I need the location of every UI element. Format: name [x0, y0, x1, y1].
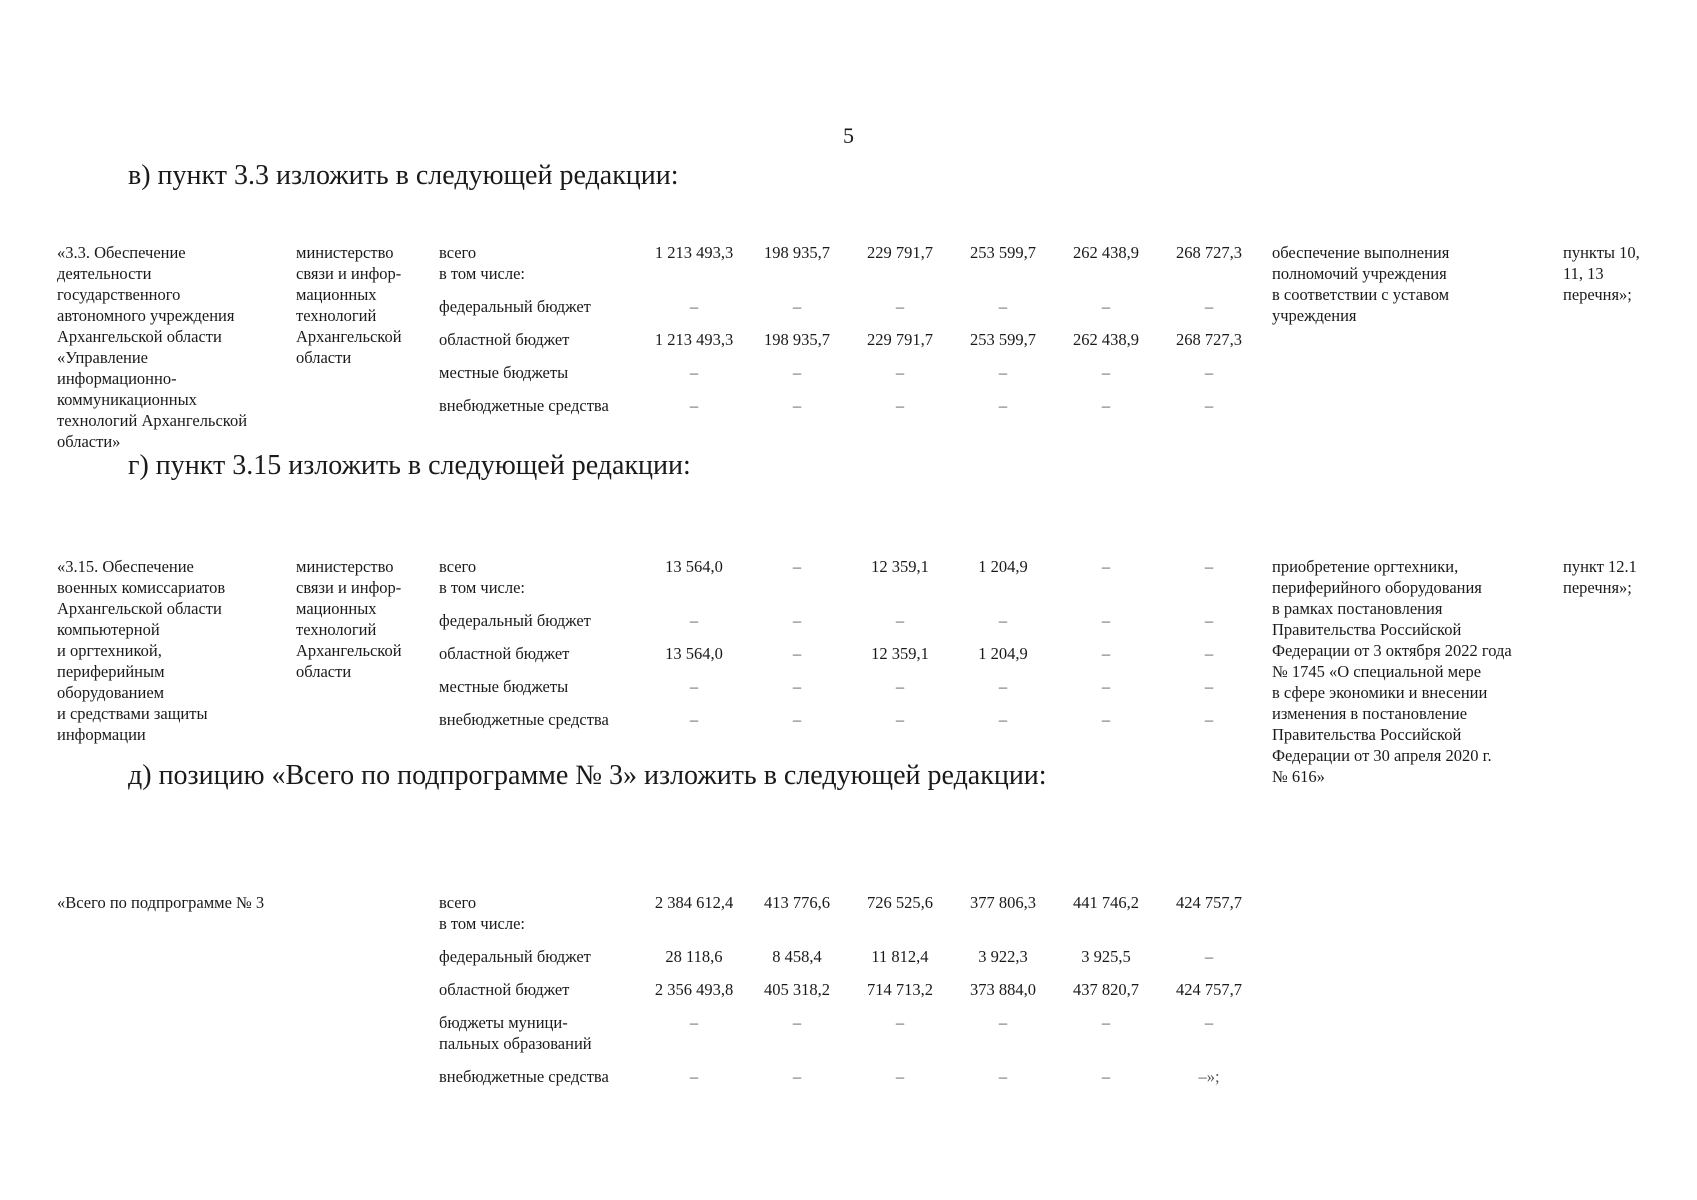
funding-value: 1 204,9	[978, 557, 1028, 576]
funding-value: 198 935,7	[764, 330, 830, 349]
funding-value: –	[1204, 557, 1214, 576]
activity-name-line: информации	[57, 725, 146, 744]
funding-value: –	[895, 710, 905, 729]
funding-value: –	[1101, 363, 1111, 382]
funding-value: 424 757,7	[1176, 893, 1242, 912]
funding-value: –	[895, 1013, 905, 1032]
funding-value: –	[689, 396, 699, 415]
funding-value: –	[895, 297, 905, 316]
funding-source: федеральный бюджет	[439, 297, 591, 316]
funding-value: –	[792, 557, 802, 576]
funding-value: 437 820,7	[1073, 980, 1139, 999]
funding-source: внебюджетные средства	[439, 396, 609, 415]
expected-result-line: обеспечение выполнения	[1272, 243, 1450, 262]
expected-result-line: Федерации от 3 октября 2022 года	[1272, 641, 1512, 660]
funding-value: –	[1204, 710, 1214, 729]
funding-source: всего	[439, 893, 477, 912]
expected-result-line: Правительства Российской	[1272, 620, 1462, 639]
funding-value: 1 213 493,3	[654, 243, 734, 262]
heading-item-3-15: г) пункт 3.15 изложить в следующей редакции:	[128, 450, 691, 481]
funding-value: 413 776,6	[764, 893, 830, 912]
executor-line: области	[296, 662, 352, 681]
funding-value: –	[689, 1013, 699, 1032]
funding-value: –	[1101, 1013, 1111, 1032]
funding-value: 229 791,7	[867, 330, 933, 349]
executor-line: мационных	[296, 285, 377, 304]
activity-name: «Всего по подпрограмме № 3	[57, 893, 265, 912]
executor-line: министерство	[296, 243, 394, 262]
funding-value: –	[895, 396, 905, 415]
funding-value: –	[998, 1067, 1008, 1086]
expected-result-line: в рамках постановления	[1272, 599, 1443, 618]
funding-value: 13 564,0	[665, 557, 723, 576]
funding-value: 262 438,9	[1073, 243, 1139, 262]
funding-value: –	[1101, 396, 1111, 415]
funding-value: –	[895, 611, 905, 630]
activity-name-line: области»	[57, 432, 121, 451]
funding-source: местные бюджеты	[439, 363, 569, 382]
reference-line: пункты 10,	[1563, 243, 1640, 262]
executor-line: области	[296, 348, 352, 367]
activity-name-line: «Управление	[57, 348, 148, 367]
funding-value: 28 118,6	[665, 947, 723, 966]
funding-value: –	[998, 1013, 1008, 1032]
funding-value: 13 564,0	[665, 644, 723, 663]
funding-value: –	[792, 644, 802, 663]
expected-result-line: Федерации от 30 апреля 2020 г.	[1272, 746, 1492, 765]
funding-value: –	[689, 611, 699, 630]
funding-value: –	[1204, 644, 1214, 663]
executor-line: министерство	[296, 557, 394, 576]
executor-line: технологий	[296, 620, 377, 639]
reference-line: перечня»;	[1563, 285, 1632, 304]
funding-value: 12 359,1	[871, 557, 929, 576]
funding-value: –	[689, 677, 699, 696]
page-number: 5	[843, 123, 854, 148]
funding-value: 8 458,4	[772, 947, 822, 966]
reference-line: перечня»;	[1563, 578, 1632, 597]
funding-value: 3 922,3	[978, 947, 1028, 966]
funding-value: –	[1101, 557, 1111, 576]
funding-source: областной бюджет	[439, 330, 570, 349]
executor-line: Архангельской	[296, 641, 402, 660]
funding-value: –	[895, 363, 905, 382]
funding-value: 1 204,9	[978, 644, 1028, 663]
funding-value: –	[1101, 1067, 1111, 1086]
funding-value: 424 757,7	[1176, 980, 1242, 999]
funding-value: –	[1204, 1013, 1214, 1032]
expected-result-line: в соответствии с уставом	[1272, 285, 1450, 304]
funding-value: –	[1101, 611, 1111, 630]
funding-value: 441 746,2	[1073, 893, 1139, 912]
funding-value: –	[792, 677, 802, 696]
activity-name-line: государственного	[57, 285, 181, 304]
activity-name-line: «3.15. Обеспечение	[57, 557, 194, 576]
activity-name-line: информационно-	[57, 369, 177, 388]
heading-item-3-3: в) пункт 3.3 изложить в следующей редакции:	[128, 160, 679, 191]
expected-result-line: периферийного оборудования	[1272, 578, 1482, 597]
funding-value: 262 438,9	[1073, 330, 1139, 349]
funding-value: –	[895, 1067, 905, 1086]
funding-value: –	[792, 363, 802, 382]
activity-name-line: технологий Архангельской	[57, 411, 248, 430]
activity-name-line: Архангельской области	[57, 599, 222, 618]
activity-name-line: компьютерной	[57, 620, 160, 639]
funding-value: –	[998, 611, 1008, 630]
funding-value: –	[998, 396, 1008, 415]
funding-value: 229 791,7	[867, 243, 933, 262]
funding-value: 2 384 612,4	[654, 893, 734, 912]
funding-value: –	[998, 677, 1008, 696]
activity-name-line: периферийным	[57, 662, 165, 681]
activity-name-line: оборудованием	[57, 683, 165, 702]
funding-value: 714 713,2	[867, 980, 933, 999]
funding-value: –	[792, 1013, 802, 1032]
funding-value: 11 812,4	[871, 947, 929, 966]
funding-source: в том числе:	[439, 914, 526, 933]
funding-source: всего	[439, 243, 477, 262]
funding-value: –	[689, 710, 699, 729]
funding-value: –	[1204, 677, 1214, 696]
funding-value: –	[689, 297, 699, 316]
executor-line: связи и инфор-	[296, 578, 402, 597]
activity-name-line: военных комиссариатов	[57, 578, 226, 597]
funding-value: –	[689, 1067, 699, 1086]
funding-value: 1 213 493,3	[654, 330, 734, 349]
funding-value: 253 599,7	[970, 243, 1036, 262]
funding-value: –	[1204, 947, 1214, 966]
expected-result-line: № 616»	[1272, 767, 1325, 786]
funding-value: –	[792, 611, 802, 630]
funding-value: 373 884,0	[970, 980, 1036, 999]
funding-value: –	[792, 396, 802, 415]
executor-line: Архангельской	[296, 327, 402, 346]
funding-source: внебюджетные средства	[439, 710, 609, 729]
activity-name-line: коммуникационных	[57, 390, 197, 409]
activity-name-line: автономного учреждения	[57, 306, 235, 325]
funding-value: 268 727,3	[1176, 330, 1242, 349]
funding-value: –	[998, 710, 1008, 729]
funding-value: 726 525,6	[867, 893, 933, 912]
funding-value: 3 925,5	[1081, 947, 1131, 966]
funding-value: –»;	[1198, 1067, 1220, 1086]
expected-result-line: приобретение оргтехники,	[1272, 557, 1459, 576]
funding-value: –	[1101, 644, 1111, 663]
funding-value: –	[792, 297, 802, 316]
funding-value: 12 359,1	[871, 644, 929, 663]
expected-result-line: учреждения	[1272, 306, 1357, 325]
activity-name-line: деятельности	[57, 264, 152, 283]
reference-line: 11, 13	[1563, 264, 1604, 283]
funding-source: областной бюджет	[439, 644, 570, 663]
activity-name-line: Архангельской области	[57, 327, 222, 346]
funding-value: –	[1204, 611, 1214, 630]
funding-source: областной бюджет	[439, 980, 570, 999]
reference-line: пункт 12.1	[1563, 557, 1637, 576]
funding-source: федеральный бюджет	[439, 947, 591, 966]
expected-result-line: Правительства Российской	[1272, 725, 1462, 744]
funding-value: –	[1101, 297, 1111, 316]
funding-value: 268 727,3	[1176, 243, 1242, 262]
funding-source: пальных образований	[439, 1034, 592, 1053]
heading-total-subprogram-3: д) позицию «Всего по подпрограмме № 3» изложить в следующей редакции:	[128, 760, 1047, 791]
expected-result-line: в сфере экономики и внесении	[1272, 683, 1488, 702]
executor-line: технологий	[296, 306, 377, 325]
funding-source: в том числе:	[439, 578, 526, 597]
funding-value: –	[1101, 710, 1111, 729]
funding-value: –	[895, 677, 905, 696]
funding-value: –	[998, 297, 1008, 316]
expected-result-line: изменения в постановление	[1272, 704, 1468, 723]
funding-value: 198 935,7	[764, 243, 830, 262]
funding-value: 2 356 493,8	[654, 980, 734, 999]
expected-result-line: полномочий учреждения	[1272, 264, 1447, 283]
activity-name-line: «3.3. Обеспечение	[57, 243, 186, 262]
activity-name-line: и оргтехникой,	[57, 641, 162, 660]
funding-value: –	[1204, 297, 1214, 316]
funding-value: –	[689, 363, 699, 382]
funding-value: –	[1101, 677, 1111, 696]
funding-source: в том числе:	[439, 264, 526, 283]
funding-source: бюджеты муници-	[439, 1013, 568, 1032]
funding-source: внебюджетные средства	[439, 1067, 609, 1086]
funding-value: 253 599,7	[970, 330, 1036, 349]
activity-name-line: и средствами защиты	[57, 704, 208, 723]
executor-line: мационных	[296, 599, 377, 618]
expected-result-line: № 1745 «О специальной мере	[1272, 662, 1482, 681]
executor-line: связи и инфор-	[296, 264, 402, 283]
funding-value: –	[998, 363, 1008, 382]
funding-value: –	[1204, 363, 1214, 382]
funding-source: федеральный бюджет	[439, 611, 591, 630]
funding-source: всего	[439, 557, 477, 576]
funding-value: –	[792, 1067, 802, 1086]
funding-value: 405 318,2	[764, 980, 830, 999]
funding-value: 377 806,3	[970, 893, 1036, 912]
funding-source: местные бюджеты	[439, 677, 569, 696]
funding-value: –	[1204, 396, 1214, 415]
funding-value: –	[792, 710, 802, 729]
